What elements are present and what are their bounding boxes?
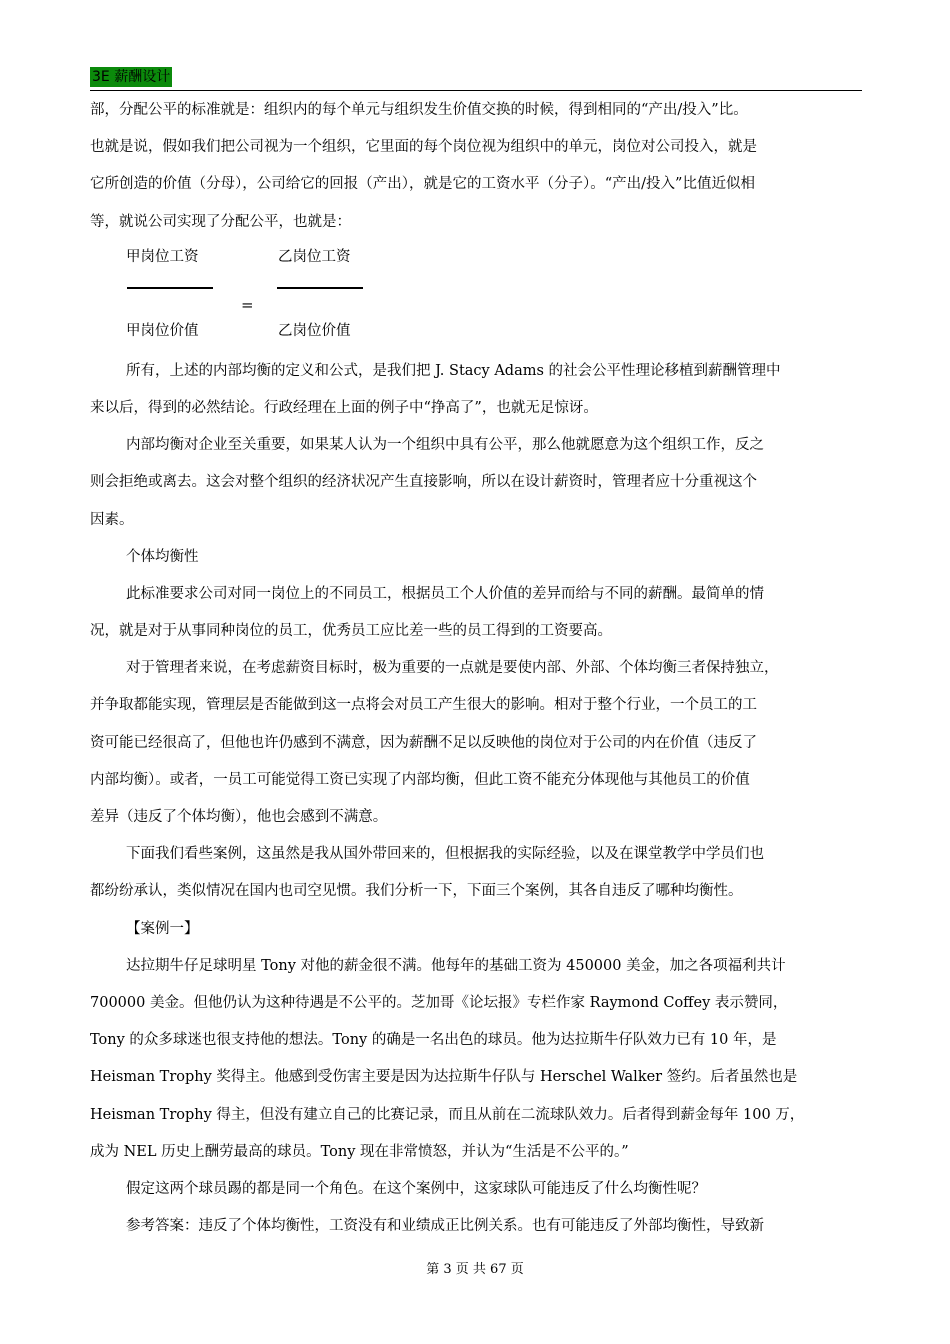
paragraph-line: Tony 的众多球迷也很支持他的想法。Tony 的确是一名出色的球员。他为达拉斯牛仔队效力已有 10 年，是 — [90, 1032, 777, 1049]
paragraph-line: 成为 NEL 历史上酬劳最高的球员。Tony 现在非常愤怒，并认为“生活是不公平的。” — [90, 1143, 629, 1160]
header-brand: 3E 薪酬设计 — [92, 69, 171, 85]
paragraph-line: 因素。 — [90, 511, 134, 528]
paragraph-line: 内部均衡）。或者，一员工可能觉得工资已实现了内部均衡，但此工资不能充分体现他与其他员工的价值 — [90, 771, 750, 788]
paragraph-line: 等，就说公司实现了分配公平，也就是： — [90, 213, 351, 230]
fraction-bar-a — [127, 287, 213, 289]
paragraph-line: 参考答案：违反了个体均衡性，工资没有和业绩成正比例关系。也有可能违反了外部均衡性，导致新 — [126, 1218, 764, 1235]
page-header — [90, 66, 862, 91]
paragraph-line: 此标准要求公司对同一岗位上的不同员工，根据员工个人价值的差异而给与不同的薪酬。最简单的情 — [126, 585, 764, 602]
paragraph-line: 内部均衡对企业至关重要，如果某人认为一个组织中具有公平，那么他就愿意为这个组织工作，反之 — [126, 437, 764, 454]
paragraph-line: 下面我们看些案例，这虽然是我从国外带回来的，但根据我的实际经验，以及在课堂教学中学员们也 — [126, 846, 764, 863]
paragraph-line: Heisman Trophy 得主，但没有建立自己的比赛记录，而且从前在二流球队效力。后者得到薪金每年 100 万， — [90, 1106, 805, 1123]
main-paragraphs — [90, 353, 865, 1246]
page-footer: 第 3 页 共 67 页 — [426, 1262, 524, 1277]
paragraph-line: 都纷纷承认，类似情况在国内也司空见惯。我们分析一下，下面三个案例，其各自违反了哪种均衡性。 — [90, 883, 743, 900]
paragraph-line: 则会拒绝或离去。这会对整个组织的经济状况产生直接影响，所以在设计薪资时，管理者应十分重视这个 — [90, 474, 757, 491]
paragraph-line: 对于管理者来说，在考虑薪资目标时，极为重要的一点就是要使内部、外部、个体均衡三者保持独立， — [126, 660, 779, 677]
paragraph-line: 部，分配公平的标准就是：组织内的每个单元与组织发生价值交换的时候，得到相同的“产出/投入”比。 — [90, 102, 748, 118]
formula-b-numerator: 乙岗位工资 — [278, 248, 351, 265]
formula-a-numerator: 甲岗位工资 — [126, 248, 199, 265]
paragraph-line: 假定这两个球员踢的都是同一个角色。在这个案例中，这家球队可能违反了什么均衡性呢？ — [126, 1180, 706, 1197]
paragraph-line: 资可能已经很高了，但他也许仍感到不满意，因为薪酬不足以反映他的岗位对于公司的内在价值（违反了 — [90, 734, 757, 751]
paragraph-line: 【案例一】 — [126, 920, 199, 937]
formula-b-denominator: 乙岗位价值 — [278, 322, 351, 339]
paragraph-line: Heisman Trophy 奖得主。他感到受伤害主要是因为达拉斯牛仔队与 Herschel Walker 签约。后者虽然也是 — [90, 1069, 798, 1086]
paragraph-line: 它所创造的价值（分母），公司给它的回报（产出），就是它的工资水平（分子）。“产出/投入”比值近似相 — [90, 176, 755, 193]
paragraph-line: 也就是说，假如我们把公司视为一个组织，它里面的每个岗位视为组织中的单元，岗位对公司投入，就是 — [90, 139, 757, 156]
paragraph-line: 来以后，得到的必然结论。行政经理在上面的例子中“挣高了”，也就无足惊讶。 — [90, 399, 598, 416]
fraction-bar-b — [277, 287, 363, 289]
document-body — [90, 92, 865, 1245]
paragraph-line: 并争取都能实现，管理层是否能做到这一点将会对员工产生很大的影响。相对于整个行业，一个员工的工 — [90, 697, 757, 714]
paragraph-line: 达拉期牛仔足球明星 Tony 对他的薪金很不满。他每年的基础工资为 450000 美金，加之各项福利共计 — [126, 957, 786, 974]
paragraph-line: 700000 美金。但他仍认为这种待遇是不公平的。芝加哥《论坛报》专栏作家 Raymond Coffey 表示赞同， — [90, 994, 788, 1011]
paragraph-line: 况，就是对于从事同种岗位的员工，优秀员工应比差一些的员工得到的工资要高。 — [90, 623, 612, 640]
paragraph-line: 所有，上述的内部均衡的定义和公式，是我们把 J. Stacy Adams 的社会公平性理论移植到薪酬管理中 — [126, 362, 781, 379]
paragraph-line: 个体均衡性 — [126, 548, 199, 565]
equals-sign: = — [241, 295, 254, 314]
paragraph-line: 差异（违反了个体均衡），他也会感到不满意。 — [90, 809, 388, 825]
equity-formula — [90, 241, 865, 353]
formula-a-denominator: 甲岗位价值 — [126, 322, 199, 339]
